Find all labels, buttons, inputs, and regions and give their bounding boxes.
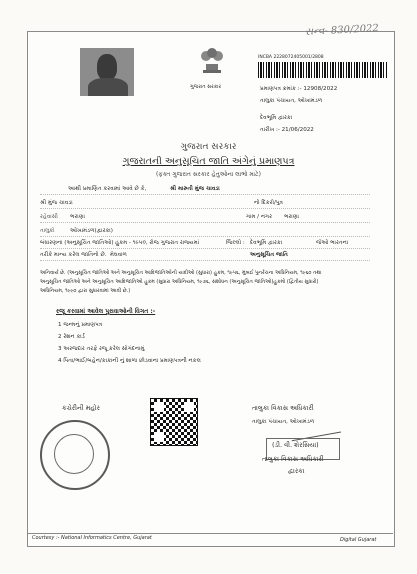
officer-place: તાલુકા પંચાયત, ઓખામંડળ <box>252 419 315 425</box>
state-emblem-icon <box>190 42 234 82</box>
signer-place: દ્વારકા <box>288 467 305 475</box>
title-govt: ગુજરાત સરકાર <box>180 142 237 152</box>
signer-name: (ડી. વી. શેરસિયા) <box>272 441 319 449</box>
courtesy-text: Courtesy :- National Informatics Centre, Gujarat <box>32 535 152 541</box>
document-item: 4 પિતા/ભાઈ/બહેન/કાકાની નું શાળા છોડવાના પ્રમાણપત્રની નકલ <box>58 358 201 364</box>
office-seal-stamp <box>40 420 110 490</box>
caste-category: અનુસૂચિત જાતિ <box>250 252 288 258</box>
documents-heading: રજૂ કરવામાં આવેલ પુરાવાઓની વિગત :- <box>56 308 156 315</box>
page-subtitle: (ફક્ત ગુજરાત સરકાર હેતુઓના લાભો માટે) <box>156 171 261 178</box>
applicant-photo <box>80 48 134 96</box>
signer-title: તાલુકા વિકાસ અધિકારી <box>262 455 324 463</box>
footer-divider <box>27 533 393 534</box>
digital-gujarat-text: Digital Gujarat <box>340 537 377 543</box>
page-title: ગુજરાતની અનુસૂચિત જાતિ અંગેનું પ્રમાણપત્ર <box>122 156 295 167</box>
taluka-panchayat: તાલુકા પંચાયત, ઓખામંડળ <box>260 98 323 104</box>
issue-date: તારીખ :- 21/06/2022 <box>260 127 314 133</box>
row-taluka: તાલુકો ઓખામંડળ(દ્વારકા) <box>40 228 370 237</box>
legal-para-2: અનુસૂચિત જાતિઓ અને અનુસૂચિત આદિજાતિઓ હુકમ (સુધારા અધિનિયમ, ૧૯૭૬, સંશોધન (અનુસૂચિત જાતિઓ)હુકમો (દ્વિતીય સુધારો) <box>40 279 319 285</box>
office-seal-label: કચેરીની મહોર <box>62 404 100 412</box>
caste-name: મેઘવાળ <box>110 252 127 258</box>
row-residence: રહેવાસી ભરાણા ગામ / નગર ભરાણા <box>40 214 370 223</box>
document-item: 3 અરજદાર તરફે રજૂ કરેલ સોગંદનામું <box>58 346 145 352</box>
emblem-caption: ગુજરાત સરકાર <box>190 84 222 90</box>
officer-title: તાલુકા વિકાસ અધિકારી <box>252 404 314 412</box>
application-number: પ્રમાણપત્ર ક્રમાંક :- 12908/2022 <box>260 86 338 92</box>
document-item: 2 રેશન કાર્ડ <box>58 334 85 340</box>
row-caste: તરીકે માન્ય કરેલ જાતિનો છે. મેઘવાળ અનુસૂચિત જાતિ <box>40 252 370 261</box>
legal-para-3: અધિનિયમ, ૧૯૯૦ દ્વારા સુધારવામાં આવી છે.) <box>40 288 131 294</box>
row-applicant: આથી પ્રમાણિત કરવામાં આવે છે કે, શ્રી મારુતી મુંજ ચાવડા <box>40 186 370 195</box>
cert-number: INCBA 2228072405001/2808 <box>258 55 324 60</box>
handwritten-reference: સન્વ- 830/2022 <box>304 23 380 38</box>
row-district: બંધારણના (અનુસૂચિત જાતિઓ) હુકમ - ૧૯૫૦, રોજ ગુજરાત રાજ્યમાં જિલ્લો : દેવભૂમિ દ્વારકા જેઓ ભારતના <box>40 240 370 249</box>
document-item: 1 જન્મનું પ્રમાણપત્ર <box>58 322 103 328</box>
qr-code <box>150 398 198 446</box>
barcode <box>258 62 388 78</box>
legal-para-1: અનિવાર્ય છે. (અનુસૂચિત જાતિઓ અને અનુસૂચિત આદિજાતિઓની યાદીઓ (સુધારા) હુકમ, ૧૯૫૬, મુંબઈ પુનર્રચના અધિનિયમ, ૧૯૬૦ તથા <box>40 270 322 276</box>
row-father: શ્રી મુંજ ચાવડા નો દિકરો/પુત્ર <box>40 200 370 209</box>
district-header: દેવભૂમિ દ્વારકા <box>260 115 293 121</box>
applicant-name: શ્રી મારુતી મુંજ ચાવડા <box>170 186 220 192</box>
